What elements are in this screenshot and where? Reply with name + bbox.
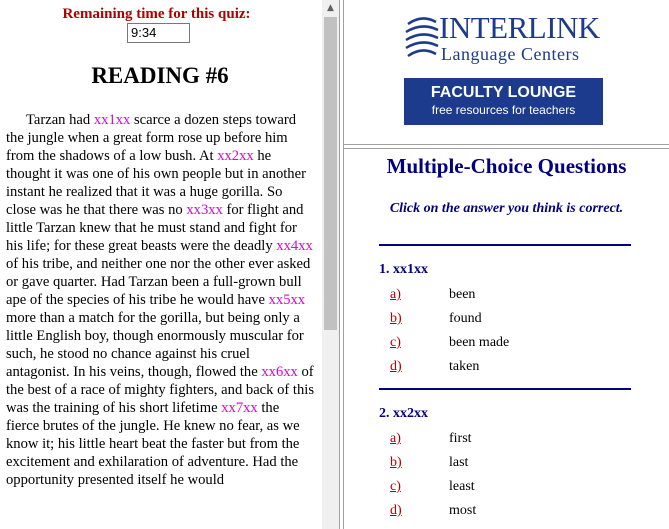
passage-text: for flight and little Tarzan knew that he must stand and fight for his life; for these great beasts were the deadly	[6, 202, 304, 254]
answer-option-link[interactable]: a)	[390, 287, 401, 302]
answer-option-text: last	[449, 455, 469, 470]
answer-option-link[interactable]: c)	[390, 479, 401, 494]
scroll-thumb[interactable]	[324, 17, 337, 330]
faculty-lounge-title: FACULTY LOUNGE	[430, 84, 577, 101]
blank-marker: xx2xx	[217, 148, 254, 164]
answer-option-link[interactable]: d)	[390, 359, 402, 374]
answer-option-text: found	[449, 311, 482, 326]
timer-field[interactable]: 9:34	[127, 23, 190, 43]
reading-frame	[0, 0, 322, 529]
blank-marker: xx1xx	[93, 112, 131, 128]
answer-option-text: been	[449, 287, 476, 302]
passage-text: he thought it was one of his own people but in another instant he realized that it was a huge gorilla. So close was he that there was no	[6, 148, 306, 218]
answer-option-text: least	[449, 479, 475, 494]
passage-text: the fierce brutes of the jungle. He knew no fear, as we know it; his little heart beat the faster but from the excitement and exhilaration of adventure. Had the opportunity presented itself he would	[6, 400, 300, 488]
header-frame	[344, 0, 669, 144]
blank-marker: xx5xx	[268, 292, 306, 308]
question-divider	[379, 388, 631, 390]
answer-option-link[interactable]: a)	[390, 431, 401, 446]
interlink-logo[interactable]	[402, 10, 602, 64]
faculty-lounge-button[interactable]	[404, 78, 603, 125]
passage-text: scarce a dozen steps toward the jungle when a great form rose up before him from the shadows of a low bush. At	[6, 112, 297, 164]
timer-label: Remaining time for this quiz:	[62, 6, 251, 22]
brand-name: INTERLINK	[439, 10, 600, 45]
interlink-swirl-icon	[402, 12, 442, 62]
scroll-up-arrow-icon[interactable]: ▲	[327, 3, 334, 13]
question-divider	[379, 244, 631, 246]
question-label: 2. xx2xx	[379, 406, 428, 421]
reading-title: READING #6	[91, 63, 229, 88]
questions-frame	[344, 149, 669, 529]
passage-text: of his tribe, and neither one nor the other ever asked or gave quarter. Had Tarzan been a full-grown bull ape of the species of his tribe he would have	[6, 256, 311, 308]
answer-option-text: most	[449, 503, 477, 518]
questions-heading: Multiple-Choice Questions	[386, 154, 627, 178]
faculty-lounge-subtitle: free resources for teachers	[431, 103, 576, 117]
answer-option-link[interactable]: c)	[390, 335, 401, 350]
answer-option-text: taken	[449, 359, 480, 374]
blank-marker: xx4xx	[276, 238, 313, 254]
brand-tagline: Language Centers	[441, 44, 580, 64]
reading-passage	[6, 111, 314, 489]
questions-instruction: Click on the answer you think is correct.	[389, 201, 624, 216]
passage-text: of the best of a race of mighty fighters, and back of this was the training of his short lifetime	[6, 364, 314, 416]
blank-marker: xx6xx	[261, 364, 298, 380]
answer-option-link[interactable]: d)	[390, 503, 402, 518]
answer-option-link[interactable]: b)	[390, 311, 402, 326]
answer-option-link[interactable]: b)	[390, 455, 402, 470]
blank-marker: xx3xx	[186, 202, 223, 218]
passage-text: more than a match for the gorilla, but being only a little English boy, though enormously muscular for such, he stood no chance against his cruel antagonist. In his veins, though, flowed the	[6, 310, 304, 380]
passage-text: Tarzan had	[26, 112, 94, 128]
blank-marker: xx7xx	[221, 400, 258, 416]
reading-scrollbar[interactable]	[322, 0, 339, 529]
answer-option-text: been made	[449, 335, 510, 350]
question-label: 1. xx1xx	[379, 262, 428, 277]
answer-option-text: first	[449, 431, 472, 446]
